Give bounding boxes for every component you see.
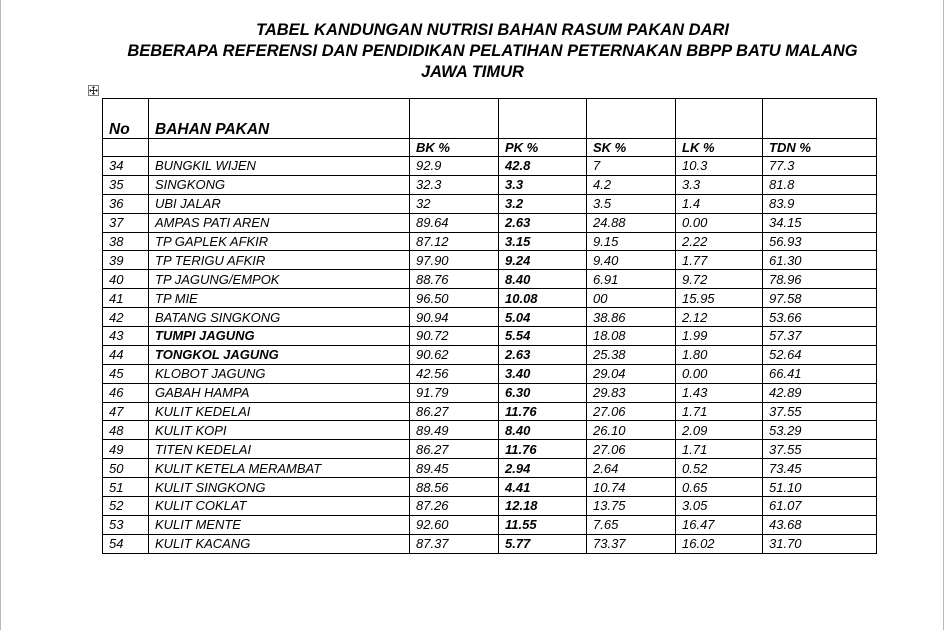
cell-bk: 92.9 <box>410 157 499 176</box>
cell-no: 40 <box>103 270 149 289</box>
cell-pk: 5.77 <box>499 534 587 553</box>
cell-bahan-pakan: SINGKONG <box>149 175 410 194</box>
cell-tdn: 43.68 <box>763 515 877 534</box>
right-border-line <box>943 0 944 630</box>
cell-pk: 42.8 <box>499 157 587 176</box>
cell-bahan-pakan: KULIT KETELA MERAMBAT <box>149 459 410 478</box>
nutrition-table <box>102 98 877 554</box>
cell-bahan-pakan: KULIT SINGKONG <box>149 478 410 497</box>
cell-no: 41 <box>103 289 149 308</box>
cell-bahan-pakan: TP TERIGU AFKIR <box>149 251 410 270</box>
cell-pk: 11.76 <box>499 440 587 459</box>
cell-lk: 1.80 <box>676 345 763 364</box>
cell-bk: 88.56 <box>410 478 499 497</box>
cell-bahan-pakan: BUNGKIL WIJEN <box>149 157 410 176</box>
cell-pk: 11.76 <box>499 402 587 421</box>
table-row <box>103 194 877 213</box>
cell-sk: 24.88 <box>587 213 676 232</box>
cell-pk: 9.24 <box>499 251 587 270</box>
cell-tdn: 31.70 <box>763 534 877 553</box>
table-row <box>103 345 877 364</box>
document-title-line-2: BEBERAPA REFERENSI DAN PENDIDIKAN PELATIHAN PETERNAKAN BBPP BATU MALANG <box>127 42 858 60</box>
cell-bahan-pakan: KULIT KEDELAI <box>149 402 410 421</box>
table-row <box>103 364 877 383</box>
cell-tdn: 61.30 <box>763 251 877 270</box>
cell-bk: 87.26 <box>410 497 499 516</box>
cell-pk: 8.40 <box>499 270 587 289</box>
cell-pk: 8.40 <box>499 421 587 440</box>
cell-tdn: 51.10 <box>763 478 877 497</box>
cell-sk: 9.40 <box>587 251 676 270</box>
cell-pk: 3.2 <box>499 194 587 213</box>
table-row <box>103 157 877 176</box>
cell-bk: 92.60 <box>410 515 499 534</box>
cell-lk: 15.95 <box>676 289 763 308</box>
cell-bahan-pakan: KULIT COKLAT <box>149 497 410 516</box>
cell-sk: 29.83 <box>587 383 676 402</box>
header-pk: PK % <box>499 139 587 157</box>
table-row <box>103 308 877 327</box>
table-row <box>103 383 877 402</box>
cell-tdn: 97.58 <box>763 289 877 308</box>
table-row <box>103 459 877 478</box>
cell-no: 50 <box>103 459 149 478</box>
table-row <box>103 251 877 270</box>
cell-no: 35 <box>103 175 149 194</box>
cell-tdn: 57.37 <box>763 327 877 346</box>
cell-tdn: 77.3 <box>763 157 877 176</box>
cell-bahan-pakan: KLOBOT JAGUNG <box>149 364 410 383</box>
cell-lk: 1.71 <box>676 440 763 459</box>
cell-pk: 3.3 <box>499 175 587 194</box>
header-blank-cell <box>499 99 587 139</box>
header-no: No <box>103 99 149 139</box>
cell-bahan-pakan: KULIT MENTE <box>149 515 410 534</box>
cell-bk: 97.90 <box>410 251 499 270</box>
table-row <box>103 515 877 534</box>
cell-tdn: 37.55 <box>763 440 877 459</box>
cell-bk: 90.94 <box>410 308 499 327</box>
cell-bk: 86.27 <box>410 440 499 459</box>
cell-lk: 2.22 <box>676 232 763 251</box>
cell-bk: 32.3 <box>410 175 499 194</box>
left-border-line <box>0 0 1 630</box>
cell-tdn: 61.07 <box>763 497 877 516</box>
cell-bahan-pakan: TP GAPLEK AFKIR <box>149 232 410 251</box>
table-row <box>103 270 877 289</box>
cell-no: 52 <box>103 497 149 516</box>
header-bahan-pakan: BAHAN PAKAN <box>149 99 410 139</box>
cell-no: 44 <box>103 345 149 364</box>
table-row <box>103 327 877 346</box>
cell-sk: 27.06 <box>587 440 676 459</box>
cell-sk: 4.2 <box>587 175 676 194</box>
table-row <box>103 478 877 497</box>
table-row <box>103 440 877 459</box>
cell-bk: 87.12 <box>410 232 499 251</box>
cell-lk: 16.47 <box>676 515 763 534</box>
cell-tdn: 53.29 <box>763 421 877 440</box>
cell-bk: 87.37 <box>410 534 499 553</box>
cell-lk: 3.3 <box>676 175 763 194</box>
table-row <box>103 289 877 308</box>
cell-no: 45 <box>103 364 149 383</box>
cell-bk: 89.49 <box>410 421 499 440</box>
header-blank-cell <box>103 139 149 157</box>
table-move-handle-icon[interactable] <box>88 85 99 96</box>
cell-no: 42 <box>103 308 149 327</box>
cell-sk: 29.04 <box>587 364 676 383</box>
cell-pk: 2.94 <box>499 459 587 478</box>
cell-bk: 86.27 <box>410 402 499 421</box>
cell-pk: 10.08 <box>499 289 587 308</box>
header-tdn: TDN % <box>763 139 877 157</box>
table-row <box>103 213 877 232</box>
cell-pk: 3.40 <box>499 364 587 383</box>
cell-sk: 25.38 <box>587 345 676 364</box>
cell-lk: 0.65 <box>676 478 763 497</box>
cell-lk: 1.71 <box>676 402 763 421</box>
cell-tdn: 53.66 <box>763 308 877 327</box>
table-row <box>103 497 877 516</box>
cell-bahan-pakan: KULIT KOPI <box>149 421 410 440</box>
cell-lk: 1.77 <box>676 251 763 270</box>
cell-bahan-pakan: TONGKOL JAGUNG <box>149 345 410 364</box>
header-blank-cell <box>676 99 763 139</box>
cell-lk: 1.43 <box>676 383 763 402</box>
cell-pk: 11.55 <box>499 515 587 534</box>
cell-no: 54 <box>103 534 149 553</box>
header-blank-cell <box>587 99 676 139</box>
cell-tdn: 81.8 <box>763 175 877 194</box>
cell-sk: 2.64 <box>587 459 676 478</box>
cell-sk: 3.5 <box>587 194 676 213</box>
cell-pk: 2.63 <box>499 213 587 232</box>
cell-pk: 2.63 <box>499 345 587 364</box>
cell-bk: 88.76 <box>410 270 499 289</box>
cell-no: 51 <box>103 478 149 497</box>
cell-tdn: 66.41 <box>763 364 877 383</box>
document-title-line-3: JAWA TIMUR <box>421 63 524 81</box>
cell-pk: 3.15 <box>499 232 587 251</box>
cell-bk: 32 <box>410 194 499 213</box>
cell-lk: 9.72 <box>676 270 763 289</box>
cell-sk: 38.86 <box>587 308 676 327</box>
cell-pk: 5.54 <box>499 327 587 346</box>
cell-lk: 10.3 <box>676 157 763 176</box>
cell-sk: 27.06 <box>587 402 676 421</box>
cell-sk: 7.65 <box>587 515 676 534</box>
header-row-units <box>103 139 877 157</box>
table-row <box>103 175 877 194</box>
cell-lk: 3.05 <box>676 497 763 516</box>
cell-lk: 16.02 <box>676 534 763 553</box>
table-row <box>103 402 877 421</box>
cell-pk: 5.04 <box>499 308 587 327</box>
cell-tdn: 37.55 <box>763 402 877 421</box>
cell-lk: 1.99 <box>676 327 763 346</box>
header-sk: SK % <box>587 139 676 157</box>
cell-sk: 9.15 <box>587 232 676 251</box>
cell-lk: 1.4 <box>676 194 763 213</box>
cell-no: 48 <box>103 421 149 440</box>
cell-bk: 89.64 <box>410 213 499 232</box>
cell-lk: 0.00 <box>676 213 763 232</box>
cell-pk: 6.30 <box>499 383 587 402</box>
cell-tdn: 83.9 <box>763 194 877 213</box>
cell-bahan-pakan: BATANG SINGKONG <box>149 308 410 327</box>
cell-tdn: 78.96 <box>763 270 877 289</box>
cell-no: 49 <box>103 440 149 459</box>
cell-lk: 0.52 <box>676 459 763 478</box>
cell-sk: 10.74 <box>587 478 676 497</box>
cell-bk: 89.45 <box>410 459 499 478</box>
document-title-line-1: TABEL KANDUNGAN NUTRISI BAHAN RASUM PAKAN DARI <box>256 21 729 39</box>
cell-lk: 0.00 <box>676 364 763 383</box>
cell-bahan-pakan: AMPAS PATI AREN <box>149 213 410 232</box>
cell-sk: 73.37 <box>587 534 676 553</box>
cell-no: 39 <box>103 251 149 270</box>
cell-sk: 18.08 <box>587 327 676 346</box>
cell-bk: 90.62 <box>410 345 499 364</box>
header-blank-cell <box>149 139 410 157</box>
header-row-main <box>103 99 877 139</box>
cell-bahan-pakan: KULIT KACANG <box>149 534 410 553</box>
header-blank-cell <box>410 99 499 139</box>
cell-tdn: 42.89 <box>763 383 877 402</box>
table-row <box>103 232 877 251</box>
cell-sk: 13.75 <box>587 497 676 516</box>
cell-bahan-pakan: TUMPI JAGUNG <box>149 327 410 346</box>
cell-lk: 2.12 <box>676 308 763 327</box>
cell-tdn: 52.64 <box>763 345 877 364</box>
cell-no: 43 <box>103 327 149 346</box>
cell-bahan-pakan: TP MIE <box>149 289 410 308</box>
header-bk: BK % <box>410 139 499 157</box>
cell-no: 46 <box>103 383 149 402</box>
cell-bahan-pakan: TP JAGUNG/EMPOK <box>149 270 410 289</box>
cell-lk: 2.09 <box>676 421 763 440</box>
cell-no: 37 <box>103 213 149 232</box>
cell-no: 53 <box>103 515 149 534</box>
cell-sk: 00 <box>587 289 676 308</box>
cell-tdn: 56.93 <box>763 232 877 251</box>
cell-sk: 7 <box>587 157 676 176</box>
cell-no: 38 <box>103 232 149 251</box>
cell-tdn: 73.45 <box>763 459 877 478</box>
header-lk: LK % <box>676 139 763 157</box>
cell-bahan-pakan: UBI JALAR <box>149 194 410 213</box>
cell-bk: 42.56 <box>410 364 499 383</box>
cell-tdn: 34.15 <box>763 213 877 232</box>
header-blank-cell <box>763 99 877 139</box>
cell-bk: 91.79 <box>410 383 499 402</box>
cell-no: 36 <box>103 194 149 213</box>
cell-bahan-pakan: GABAH HAMPA <box>149 383 410 402</box>
cell-pk: 12.18 <box>499 497 587 516</box>
table-row <box>103 421 877 440</box>
cell-bk: 96.50 <box>410 289 499 308</box>
cell-sk: 6.91 <box>587 270 676 289</box>
cell-no: 47 <box>103 402 149 421</box>
table-row <box>103 534 877 553</box>
cell-bk: 90.72 <box>410 327 499 346</box>
cell-sk: 26.10 <box>587 421 676 440</box>
cell-bahan-pakan: TITEN KEDELAI <box>149 440 410 459</box>
cell-no: 34 <box>103 157 149 176</box>
cell-pk: 4.41 <box>499 478 587 497</box>
